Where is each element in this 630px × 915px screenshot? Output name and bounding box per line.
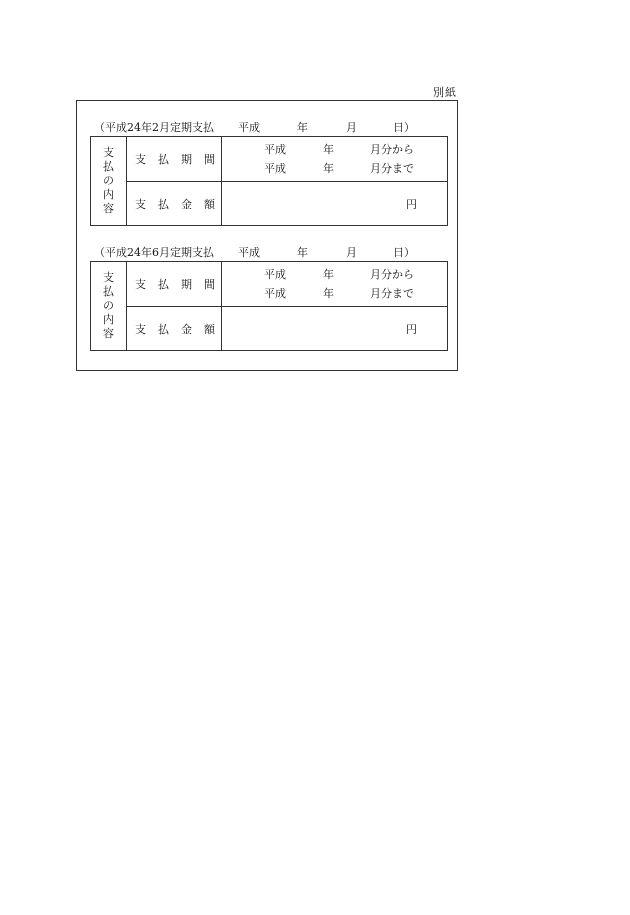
period-to-line: 平成 年 月分まで — [264, 287, 414, 300]
payment-amount-label: 支 払 金 額 — [127, 182, 222, 226]
payment-period-field[interactable] — [222, 137, 448, 182]
payment-period-label: 支 払 期 間 — [127, 137, 222, 182]
heading-year: 年 — [297, 246, 308, 259]
section-heading — [90, 244, 447, 261]
period-from-line: 平成 年 月分から — [264, 268, 414, 281]
payment-period-label: 支 払 期 間 — [127, 262, 222, 307]
heading-month: 月 — [346, 121, 357, 134]
heading-month: 月 — [346, 246, 357, 259]
period-from-line: 平成 年 月分から — [264, 143, 414, 156]
annex-label: 別紙 — [433, 86, 457, 99]
payment-form-frame — [76, 100, 458, 371]
heading-era: 平成 — [238, 121, 260, 134]
payment-amount-field[interactable] — [222, 307, 448, 351]
yen-unit: 円 — [406, 322, 417, 336]
heading-payment-period-title: （平成24年2月定期支払 — [94, 121, 214, 134]
heading-era: 平成 — [238, 246, 260, 259]
payment-period-field[interactable] — [222, 262, 448, 307]
payment-amount-label: 支 払 金 額 — [127, 307, 222, 351]
heading-year: 年 — [297, 121, 308, 134]
payment-details-table — [90, 261, 448, 351]
heading-day: 日） — [393, 121, 415, 134]
payment-content-label: 支 払 の 内 容 — [91, 137, 127, 226]
heading-payment-period-title: （平成24年6月定期支払 — [94, 246, 214, 259]
yen-unit: 円 — [406, 197, 417, 211]
payment-details-table — [90, 136, 448, 226]
section-heading — [90, 119, 447, 136]
heading-day: 日） — [393, 246, 415, 259]
payment-amount-field[interactable] — [222, 182, 448, 226]
payment-content-label: 支 払 の 内 容 — [91, 262, 127, 351]
period-to-line: 平成 年 月分まで — [264, 162, 414, 175]
payment-section-june — [90, 244, 447, 351]
payment-section-february — [90, 119, 447, 226]
